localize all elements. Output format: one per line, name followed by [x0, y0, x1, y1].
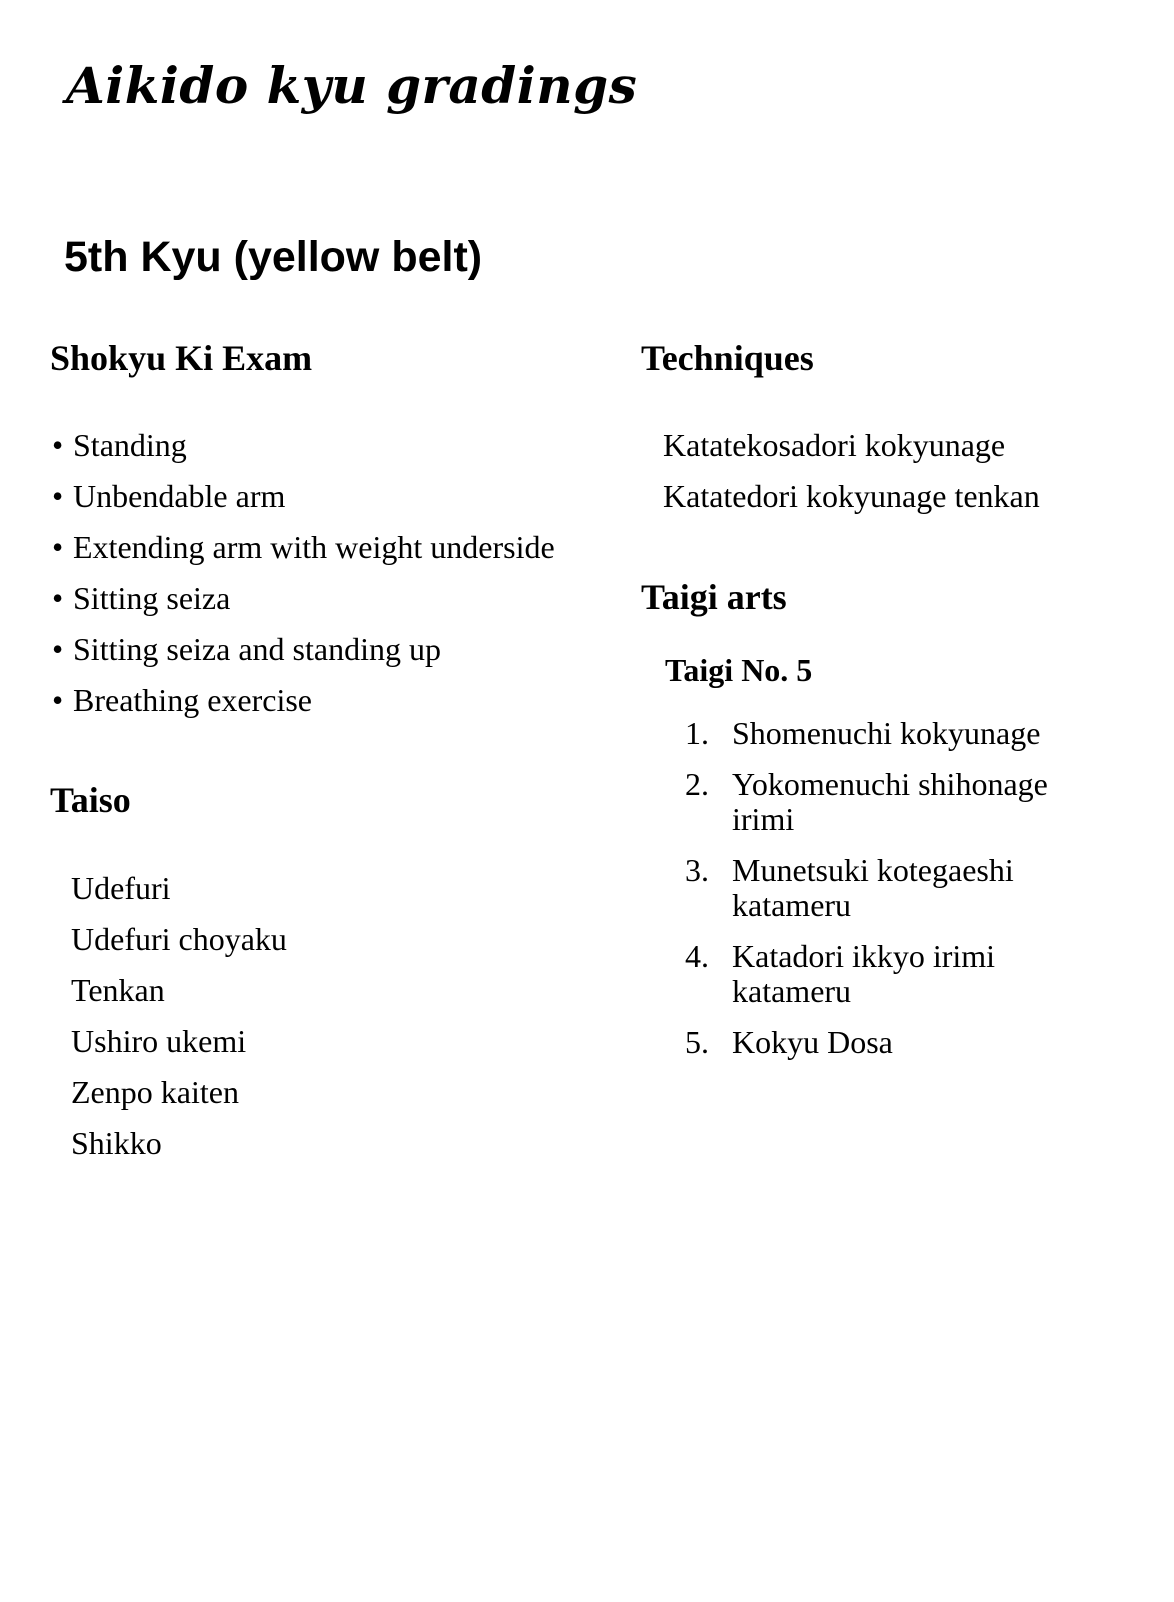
taiso-heading: Taiso	[50, 780, 131, 820]
list-item: Udefuri choyaku	[71, 921, 287, 957]
list-item	[52, 630, 555, 681]
list-item-text: Kokyu Dosa	[732, 1024, 893, 1060]
list-number: 4.	[685, 938, 709, 974]
list-item: Tenkan	[71, 972, 165, 1008]
list-number: 2.	[685, 766, 709, 802]
list-item: Ushiro ukemi	[71, 1023, 247, 1059]
list-item-text: Sitting seiza	[73, 580, 231, 616]
list-number: 5.	[685, 1024, 709, 1060]
list-item: Zenpo kaiten	[71, 1074, 239, 1110]
list-number: 1.	[685, 715, 709, 751]
list-item-text: Yokomenuchi shihonage irimi	[732, 766, 1048, 837]
list-item-text: Shomenuchi kokyunage	[732, 715, 1041, 751]
list-item: Udefuri	[71, 870, 171, 906]
taigi-arts-heading: Taigi arts	[641, 577, 787, 617]
bullet-icon: •	[52, 478, 64, 514]
list-item-text: Standing	[73, 427, 187, 463]
list-item: Shikko	[71, 1125, 162, 1161]
list-item-text: Munetsuki kotegaeshi katameru	[732, 852, 1014, 923]
list-number: 3.	[685, 852, 709, 888]
list-item	[685, 716, 1105, 751]
list-item	[685, 853, 1105, 923]
page-title: Aikido kyu gradings	[66, 56, 638, 115]
taiso-list	[71, 869, 287, 1175]
list-item-text: Sitting seiza and standing up	[73, 631, 441, 667]
bullet-icon: •	[52, 682, 64, 718]
list-item: Katatekosadori kokyunage	[663, 427, 1006, 463]
list-item-text: Unbendable arm	[73, 478, 286, 514]
list-item	[685, 939, 1105, 1009]
list-item	[52, 681, 555, 732]
list-item	[685, 767, 1105, 837]
list-item	[685, 1025, 1105, 1060]
bullet-icon: •	[52, 427, 64, 463]
grade-heading: 5th Kyu (yellow belt)	[64, 233, 483, 281]
techniques-heading: Techniques	[641, 338, 814, 378]
bullet-icon: •	[52, 631, 64, 667]
list-item	[52, 426, 555, 477]
taigi-no-5-subheading: Taigi No. 5	[665, 652, 813, 688]
list-item	[52, 528, 555, 579]
list-item	[52, 477, 555, 528]
list-item	[52, 579, 555, 630]
bullet-icon: •	[52, 580, 64, 616]
list-item-text: Extending arm with weight underside	[73, 529, 555, 565]
techniques-list	[663, 426, 1040, 528]
taigi-list	[685, 716, 1105, 1076]
list-item-text: Breathing exercise	[73, 682, 312, 718]
shokyu-ki-exam-heading: Shokyu Ki Exam	[50, 338, 313, 378]
list-item-text: Katadori ikkyo irimi katameru	[732, 938, 996, 1009]
bullet-icon: •	[52, 529, 64, 565]
list-item: Katatedori kokyunage tenkan	[663, 478, 1040, 514]
shokyu-ki-exam-list	[52, 426, 555, 732]
